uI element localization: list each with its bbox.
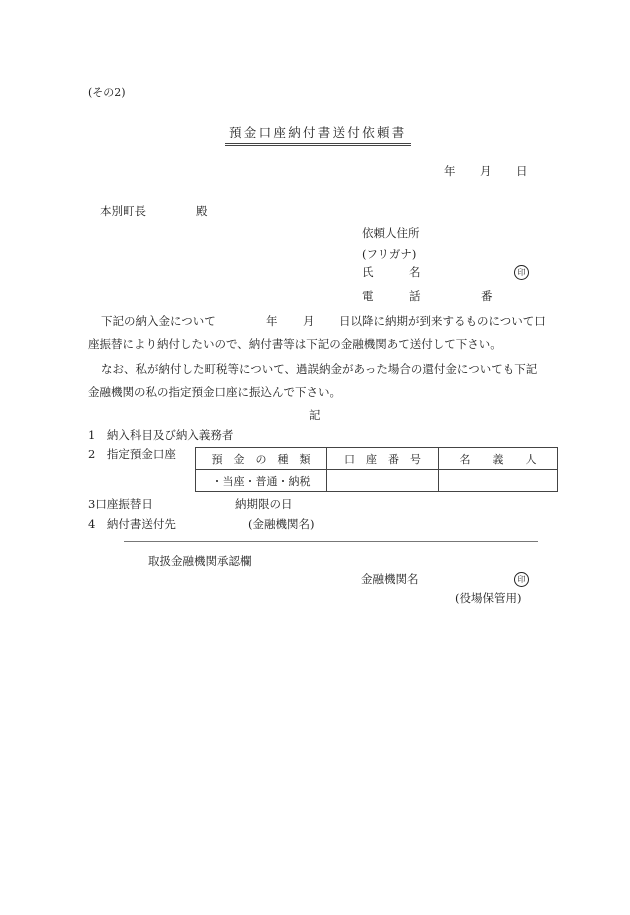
- date-year-label: 年: [444, 164, 456, 178]
- approval-bank-label: 金融機関名: [361, 572, 419, 586]
- account-number-header: 口 座 番 号: [327, 448, 439, 470]
- requester-name-label-2: 名: [409, 265, 421, 279]
- item-2: 2 指定預金口座: [88, 447, 176, 461]
- approval-title: 取扱金融機関承認欄: [148, 554, 252, 568]
- account-type-options: ・当座・普通・納税: [196, 470, 327, 492]
- account-number-cell: [327, 470, 439, 492]
- body-p1-year: 年: [266, 314, 278, 328]
- body-p2-line2: 金融機関の私の指定預金口座に振込んで下さい。: [88, 385, 341, 399]
- requester-phone-label-3: 番: [481, 289, 493, 303]
- requester-seal-icon: 印: [514, 265, 529, 280]
- account-type-header: 預 金 の 種 類: [196, 448, 327, 470]
- requester-furigana-label: (フリガナ): [362, 247, 417, 261]
- requester-phone-label-2: 話: [409, 289, 421, 303]
- body-p2-line1: なお、私が納付した町税等について、過誤納金があった場合の還付金についても下記: [101, 362, 538, 376]
- account-holder-header: 名 義 人: [439, 448, 558, 470]
- item-3: 3口座振替日: [88, 497, 153, 511]
- addressee-honorific: 殿: [196, 204, 208, 218]
- account-table: [195, 447, 558, 492]
- requester-phone-label-1: 電: [362, 289, 374, 303]
- account-table-header-row: [196, 448, 558, 470]
- separator-line: [124, 541, 538, 542]
- approval-seal-icon: 印: [514, 572, 529, 587]
- item-1: 1 納入科目及び納入義務者: [88, 428, 234, 442]
- body-ki: 記: [309, 408, 321, 422]
- item-3-value: 納期限の日: [235, 497, 293, 511]
- item-4: 4 納付書送付先: [88, 517, 176, 531]
- requester-address-label: 依頼人住所: [362, 226, 420, 240]
- body-p1-end: 日以降に納期が到来するものについて口: [339, 314, 546, 328]
- account-table-row: [196, 470, 558, 492]
- date-day-label: 日: [516, 164, 528, 178]
- account-holder-cell: [439, 470, 558, 492]
- item-4-value: (金融機関名): [248, 517, 315, 531]
- title-underline: [225, 143, 411, 146]
- body-p1-line2: 座振替により納付したいので、納付書等は下記の金融機関あて送付して下さい。: [88, 337, 502, 351]
- body-p1-start: 下記の納入金について: [101, 314, 216, 328]
- form-number: (その2): [88, 86, 126, 99]
- addressee-name: 本別町長: [100, 204, 146, 218]
- body-p1-month: 月: [303, 314, 315, 328]
- requester-name-label-1: 氏: [362, 265, 374, 279]
- document-title: 預金口座納付書送付依頼書: [229, 125, 407, 140]
- date-month-label: 月: [480, 164, 492, 178]
- approval-footer: (役場保管用): [455, 591, 522, 605]
